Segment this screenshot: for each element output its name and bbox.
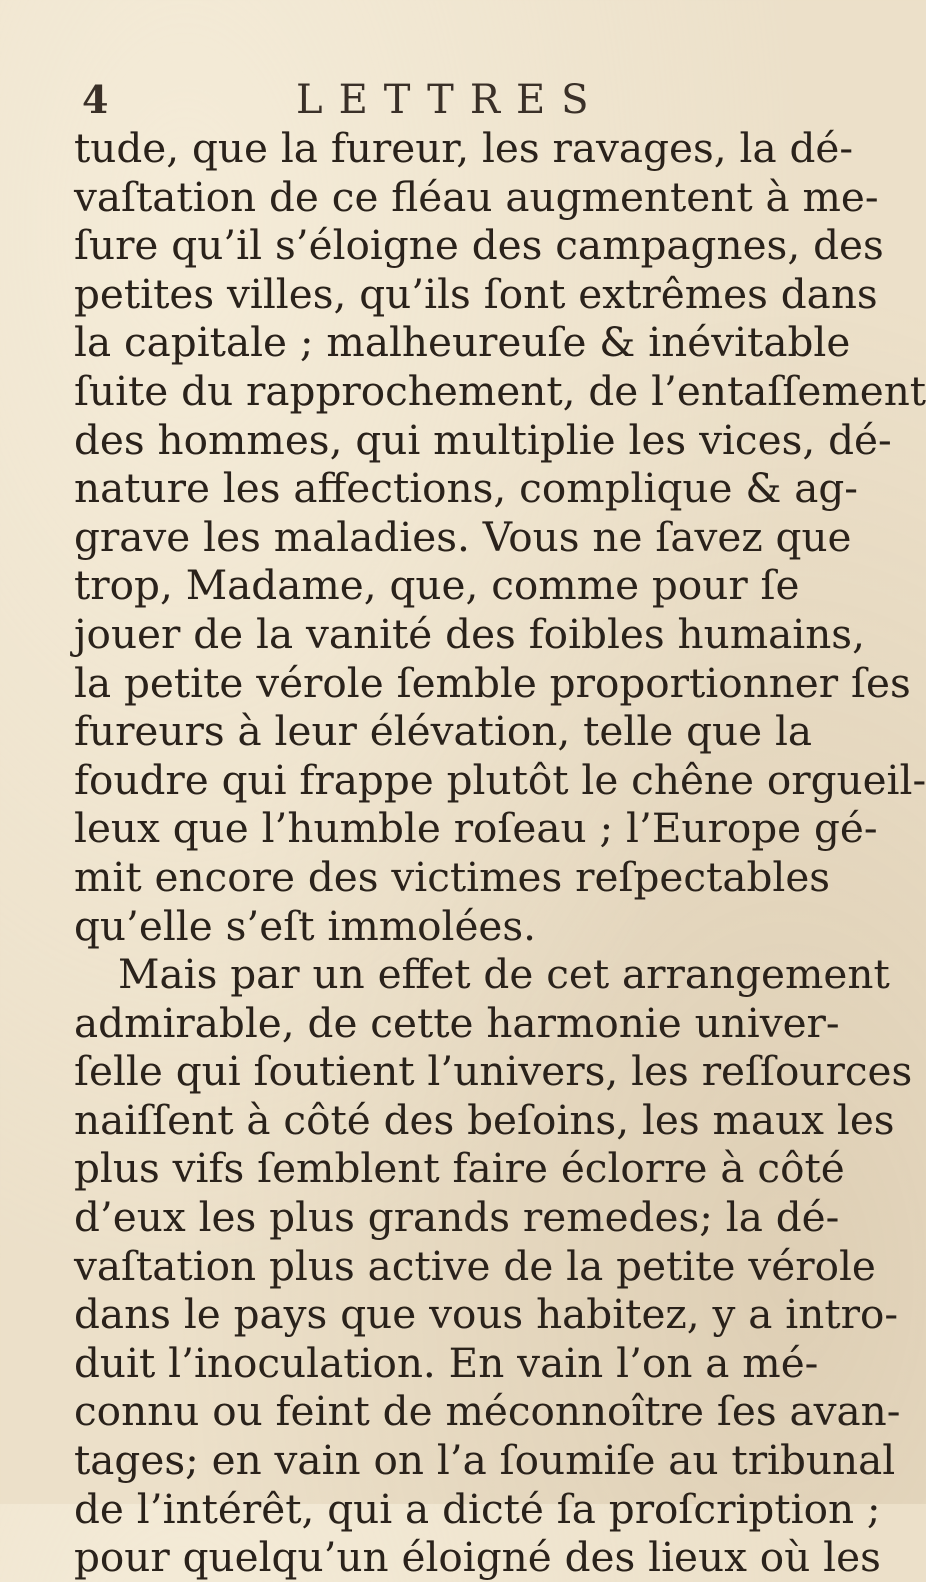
running-title: LETTRES — [296, 77, 605, 123]
text-line: petites villes, qu’ils ſont extrêmes dans — [74, 269, 878, 318]
text-line: la capitale ; malheureuſe & inévitable — [74, 318, 851, 367]
text-line: nature les affections, complique & ag- — [74, 464, 858, 513]
text-line: jouer de la vanité des foibles humains, — [74, 609, 865, 658]
text-line: connu ou feint de méconnoître ſes avan- — [74, 1387, 901, 1436]
text-line: ſuite du rapprochement, de l’entaſſement — [74, 366, 926, 415]
text-line: fureurs à leur élévation, telle que la — [74, 707, 813, 756]
page-header — [0, 78, 801, 122]
text-line: de l’intérêt, qui a dicté ſa proſcription ; — [74, 1484, 881, 1533]
text-line: qu’elle s’eſt immolées. — [74, 901, 537, 950]
text-line: vaſtation de ce fléau augmentent à me- — [74, 172, 879, 221]
text-line: vaſtation plus active de la petite vérole — [74, 1241, 876, 1290]
text-line: mit encore des victimes reſpectables — [74, 852, 831, 901]
text-line: grave les maladies. Vous ne ſavez que — [74, 512, 852, 561]
text-line: ſelle qui ſoutient l’univers, les reſſources — [74, 1047, 913, 1096]
text-line: tages; en vain on l’a ſoumiſe au tribunal — [74, 1436, 896, 1485]
text-line: la petite vérole ſemble proportionner ſes — [74, 658, 911, 707]
page-number: 4 — [82, 77, 109, 122]
text-line: pour quelqu’un éloigné des lieux où les — [74, 1533, 881, 1582]
text-line: tude, que la fureur, les ravages, la dé- — [74, 124, 854, 172]
body-text — [74, 124, 926, 1582]
text-line: naiſſent à côté des beſoins, les maux les — [74, 1095, 895, 1144]
text-line: admirable, de cette harmonie univer- — [74, 998, 840, 1047]
text-line: trop, Madame, que, comme pour ſe — [74, 561, 800, 610]
text-line: dans le pays que vous habitez, y a intro- — [74, 1290, 899, 1339]
text-line: plus vifs ſemblent faire éclorre à côté — [74, 1144, 845, 1193]
paragraph-start-line: Mais par un effet de cet arrangement — [118, 950, 890, 999]
text-line: foudre qui frappe plutôt le chêne orgueil- — [74, 755, 926, 804]
text-line: d’eux les plus grands remedes; la dé- — [74, 1193, 840, 1242]
text-line: des hommes, qui multiplie les vices, dé- — [74, 415, 892, 464]
text-line: ſure qu’il s’éloigne des campagnes, des — [74, 221, 884, 270]
text-line: duit l’inoculation. En vain l’on a mé- — [74, 1338, 819, 1387]
text-line: leux que l’humble roſeau ; l’Europe gé- — [74, 804, 878, 853]
